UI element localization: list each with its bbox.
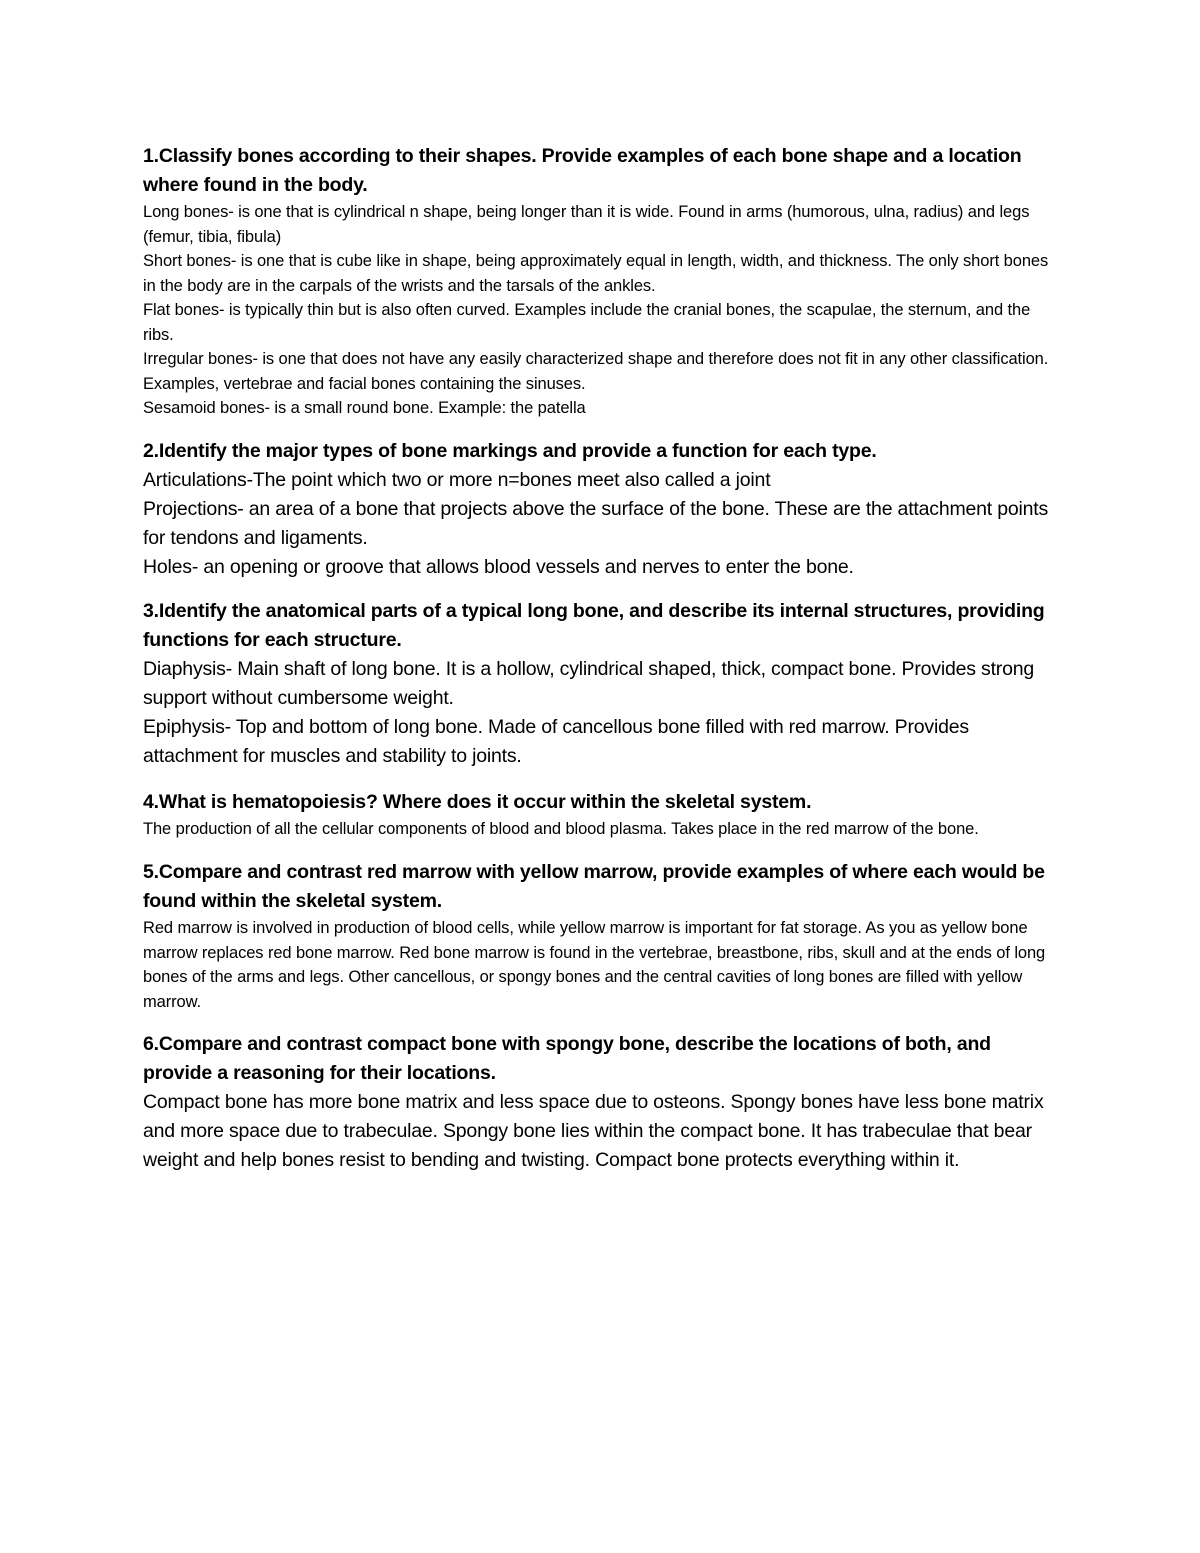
section-2	[143, 437, 1058, 582]
answer-short-bones: Short bones- is one that is cube like in shape, being approximately equal in length, width, and thickness. The only short bones in the body are in the carpals of the wrists and the tarsals of the ankles.	[143, 252, 1049, 295]
section-4	[143, 788, 1058, 842]
question-1: 1.Classify bones according to their shapes. Provide examples of each bone shape and a location where found in the body.	[143, 145, 1022, 196]
answer-sesamoid-bones: Sesamoid bones- is a small round bone. Example: the patella	[143, 399, 586, 417]
section-3	[143, 597, 1058, 771]
question-2: 2.Identify the major types of bone markings and provide a function for each type.	[143, 439, 877, 462]
question-6: 6.Compare and contrast compact bone with spongy bone, describe the locations of both, and provide a reasoning for their locations.	[143, 1033, 991, 1084]
section-1	[143, 142, 1058, 421]
question-3: 3.Identify the anatomical parts of a typical long bone, and describe its internal structures, providing functions for each structure.	[143, 599, 1045, 651]
answer-projections: Projections- an area of a bone that projects above the surface of the bone. These are the attachment points for tendons and ligaments.	[143, 497, 1049, 549]
answer-flat-bones: Flat bones- is typically thin but is also often curved. Examples include the cranial bones, the scapulae, the sternum, and the ribs.	[143, 301, 1031, 344]
section-6	[143, 1030, 1058, 1175]
answer-epiphysis: Epiphysis- Top and bottom of long bone. Made of cancellous bone filled with red marrow. Provides attachment for muscles and stability to joints.	[143, 715, 969, 767]
answer-hematopoiesis: The production of all the cellular components of blood and blood plasma. Takes place in the red marrow of the bone.	[143, 819, 979, 838]
answer-long-bones: Long bones- is one that is cylindrical n shape, being longer than it is wide. Found in arms (humorous, ulna, radius) and legs (femur, tibia, fibula)	[143, 203, 1030, 246]
answer-marrow: Red marrow is involved in production of blood cells, while yellow marrow is important for fat storage. As you as yellow bone marrow replaces red bone marrow. Red bone marrow is found in the vertebrae, breastbone, ribs, skull and at the ends of long bones of the arms and legs. Other cancellous, or spongy bones and the central cavities of long bones are filled with yellow marrow.	[143, 919, 1046, 1011]
section-5	[143, 858, 1058, 1014]
question-4: 4.What is hematopoiesis? Where does it occur within the skeletal system.	[143, 790, 812, 813]
answer-articulations: Articulations-The point which two or more n=bones meet also called a joint	[143, 468, 771, 491]
answer-compact-spongy: Compact bone has more bone matrix and less space due to osteons. Spongy bones have less bone matrix and more space due to trabeculae. Spongy bone lies within the compact bone. It has trabeculae that bear weight and help bones resist to bending and twisting. Compact bone protects everything within it.	[143, 1091, 1044, 1171]
answer-irregular-bones: Irregular bones- is one that does not have any easily characterized shape and therefore does not fit in any other classification. Examples, vertebrae and facial bones containing the sinuses.	[143, 350, 1049, 393]
answer-diaphysis: Diaphysis- Main shaft of long bone. It is a hollow, cylindrical shaped, thick, compact bone. Provides strong support without cumbersome weight.	[143, 657, 1035, 709]
answer-holes: Holes- an opening or groove that allows blood vessels and nerves to enter the bone.	[143, 555, 854, 578]
question-5: 5.Compare and contrast red marrow with yellow marrow, provide examples of where each would be found within the skeletal system.	[143, 861, 1045, 912]
document-page	[143, 142, 1058, 1190]
